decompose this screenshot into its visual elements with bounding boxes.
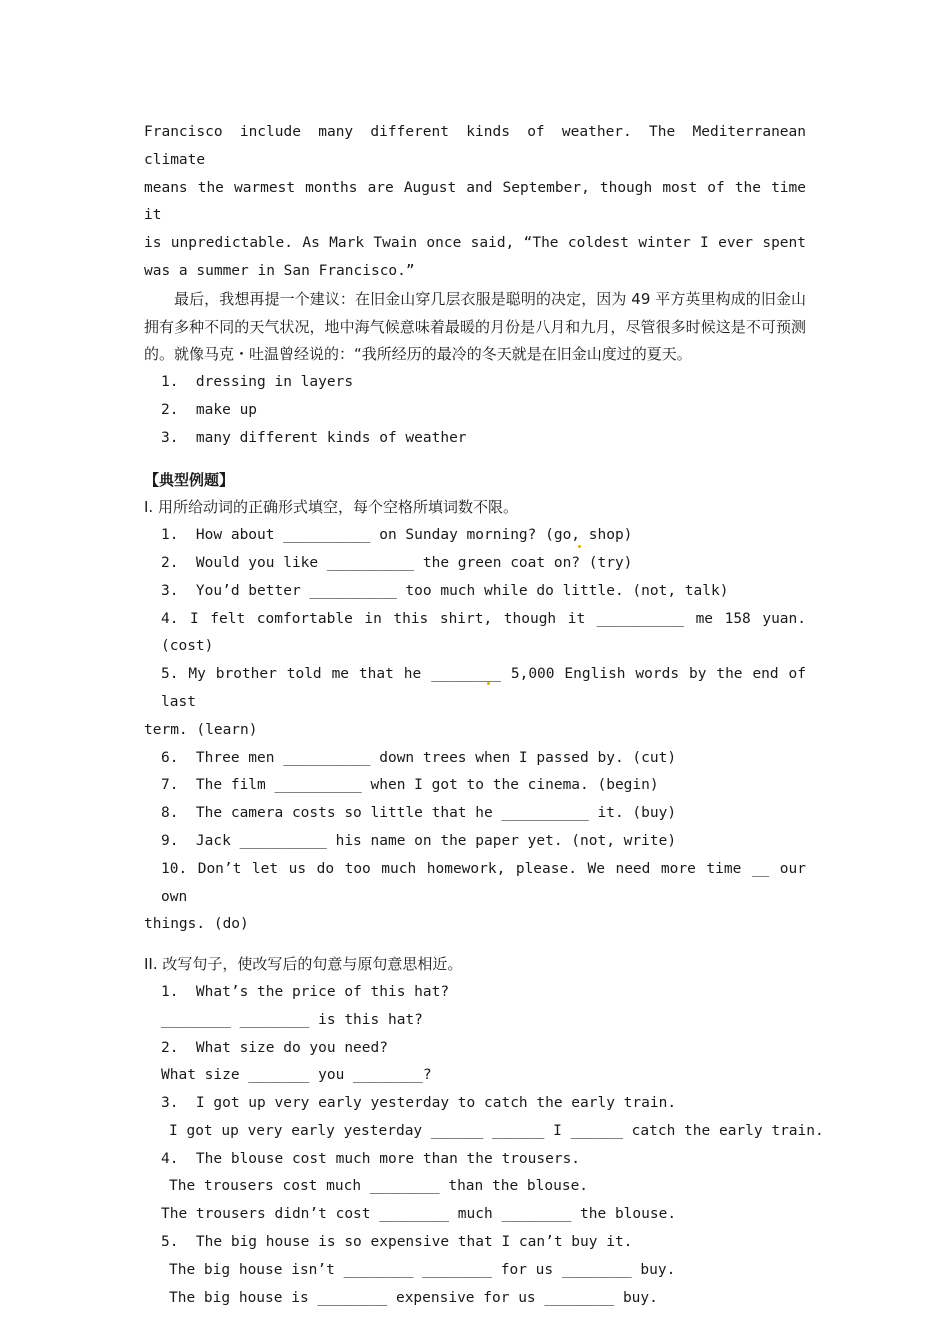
exercise-item: 1. How about __________ on Sunday morning? (go, shop) bbox=[161, 527, 633, 544]
rewrite-answer-line: ________ ________ is this hat? bbox=[161, 1011, 423, 1028]
exercise-item: 4. I felt comfortable in this shirt, though it __________ me 158 yuan. (cost) bbox=[161, 610, 806, 655]
intro-line: means the warmest months are August and September, though most of the time it bbox=[144, 179, 806, 224]
intro-line: Francisco include many different kinds of weather. The Mediterranean climate bbox=[144, 124, 806, 168]
rewrite-item: 5. The big house is so expensive that I can’t buy it. bbox=[161, 1234, 633, 1251]
exercise-item-continued: things. (do) bbox=[144, 916, 249, 933]
rewrite-item: 2. What size do you need? bbox=[161, 1039, 388, 1056]
rewrite-answer-line: The big house is ________ expensive for us ________ buy. bbox=[169, 1289, 658, 1306]
exercise-item-continued: term. (learn) bbox=[144, 721, 258, 738]
exercise-item: 2. Would you like __________ the green coat on? (try) bbox=[161, 554, 633, 571]
rewrite-answer-line: What size _______ you ________? bbox=[161, 1067, 432, 1084]
ink-dot-mark bbox=[487, 682, 490, 685]
exercise-item: 6. Three men __________ down trees when I passed by. (cut) bbox=[161, 749, 677, 766]
phrase-item: 2. make up bbox=[161, 401, 258, 418]
rewrite-item: 4. The blouse cost much more than the trousers. bbox=[161, 1150, 581, 1167]
rewrite-item: 3. I got up very early yesterday to catch the early train. bbox=[161, 1095, 677, 1112]
exercise-item: 7. The film __________ when I got to the cinema. (begin) bbox=[161, 777, 659, 794]
rewrite-answer-line: I got up very early yesterday ______ ______ I ______ catch the early train. bbox=[169, 1122, 824, 1139]
intro-line: is unpredictable. As Mark Twain once said, “The coldest winter I ever spent bbox=[144, 235, 806, 252]
rewrite-item: 1. What’s the price of this hat? bbox=[161, 983, 450, 1000]
intro-line: was a summer in San Francisco.” bbox=[144, 262, 415, 279]
exercise-item: 3. You’d better __________ too much while do little. (not, talk) bbox=[161, 582, 729, 599]
part2-heading: II. 改写句子，使改写后的句意与原句意思相近。 bbox=[144, 955, 463, 974]
rewrite-answer-line: The big house isn’t ________ ________ for us ________ buy. bbox=[169, 1261, 676, 1278]
part1-heading: I. 用所给动词的正确形式填空，每个空格所填词数不限。 bbox=[144, 498, 518, 517]
section-title: 【典型例题】 bbox=[144, 470, 235, 489]
exercise-item: 9. Jack __________ his name on the paper yet. (not, write) bbox=[161, 832, 677, 849]
phrase-item: 3. many different kinds of weather bbox=[161, 429, 467, 446]
rewrite-answer-line: The trousers didn’t cost ________ much ________ the blouse. bbox=[161, 1206, 677, 1223]
exercise-item: 5. My brother told me that he ________ 5,000 English words by the end of last bbox=[161, 666, 806, 710]
document-page bbox=[144, 119, 824, 1312]
ink-dot-mark bbox=[578, 545, 581, 548]
exercise-item: 10. Don’t let us do too much homework, please. We need more time __ our own bbox=[161, 860, 806, 905]
chinese-translation: 最后，我想再提一个建议：在旧金山穿几层衣服是聪明的决定，因为 49 平方英里构成的旧金山拥有多种不同的天气状况，地中海气候意味着最暖的月份是八月和九月，尽管很多时候这是不可预测的。就像马克・吐温曾经说的：“我所经历的最冷的冬天就是在旧金山度过的夏天。 bbox=[144, 289, 806, 364]
exercise-item: 8. The camera costs so little that he __________ it. (buy) bbox=[161, 805, 677, 822]
phrase-item: 1. dressing in layers bbox=[161, 374, 354, 391]
rewrite-answer-line: The trousers cost much ________ than the blouse. bbox=[169, 1178, 589, 1195]
